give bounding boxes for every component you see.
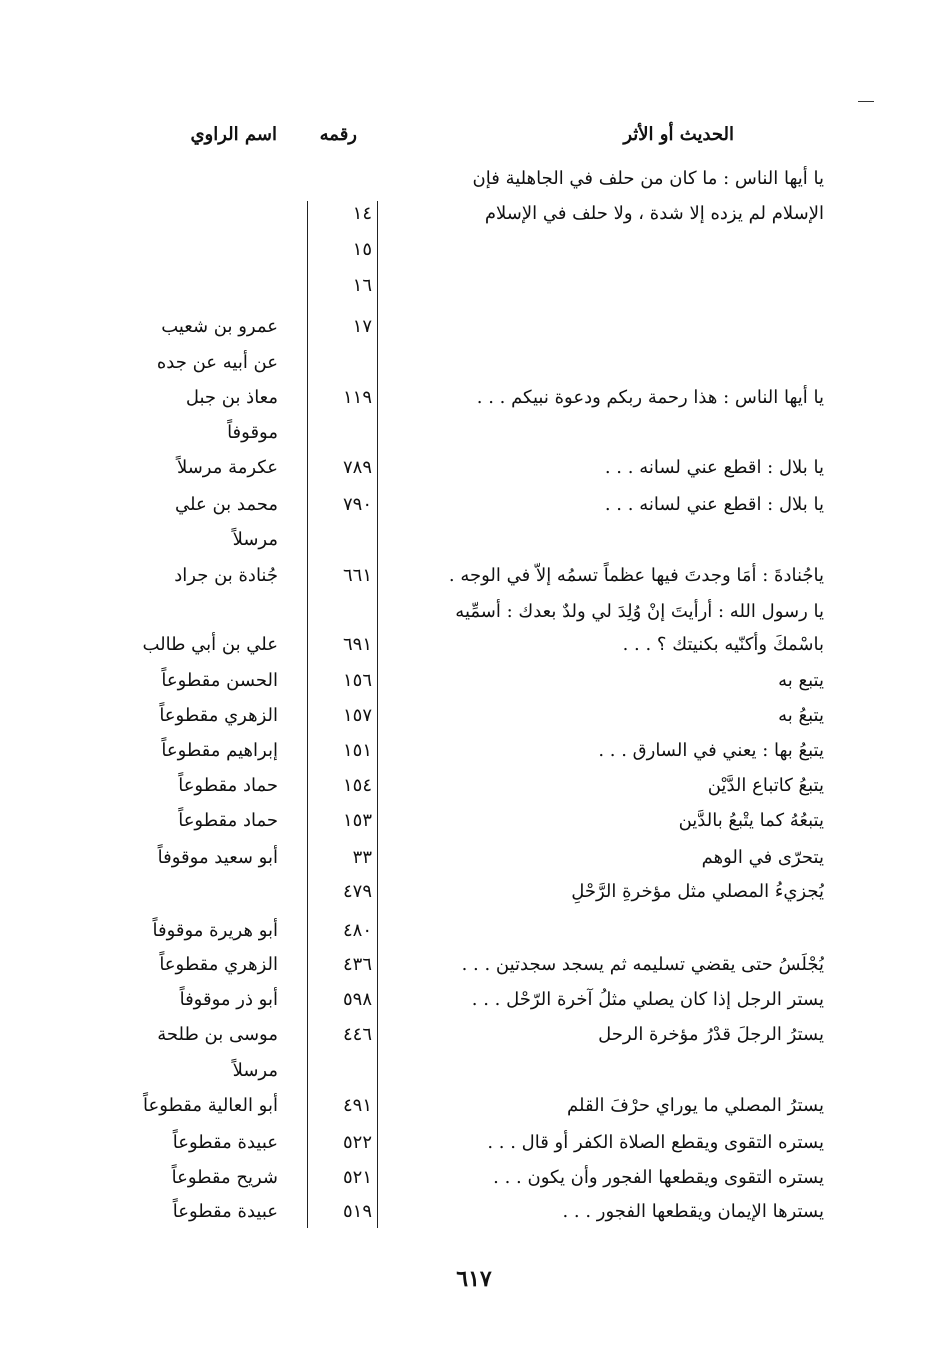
narrator-name: عن أبيه عن جده <box>156 352 278 373</box>
narrator-name <box>118 196 278 232</box>
hadith-text <box>394 232 824 268</box>
hadith-text: يسترُ الرجلَ قدْرُ مؤخرة الرحل <box>598 1024 824 1045</box>
narrator-name: عمرو بن شعيب <box>161 316 278 337</box>
narrator-name: إبراهيم مقطوعاً <box>161 740 278 761</box>
table-row <box>0 1053 948 1089</box>
page-number: ٦١٧ <box>456 1266 492 1292</box>
table-row <box>0 522 948 558</box>
table-row <box>0 345 948 381</box>
hadith-text: يُجْلَسُ حتى يقضي تسليمه ثم يسجد سجدتين . . . <box>461 954 824 975</box>
hadith-text: يتبعُ بها : يعني في السارق . . . <box>598 740 824 761</box>
table-row <box>0 733 948 769</box>
table-row <box>0 196 948 232</box>
table-row <box>0 913 948 949</box>
table-row <box>0 840 948 876</box>
table-row <box>0 768 948 804</box>
hadith-text <box>394 309 824 345</box>
narrator-name: موسى بن طلحة <box>157 1024 278 1045</box>
hadith-number: ٥١٩ <box>342 1201 372 1222</box>
hadith-text: يا أيها الناس : ما كان من حلف في الجاهلية فإن <box>472 168 824 189</box>
narrator-name: الزهري مقطوعاً <box>159 954 278 975</box>
narrator-name <box>118 268 278 304</box>
hadith-text: يتحرّى في الوهم <box>701 847 824 868</box>
narrator-name: عبيدة مقطوعاً <box>172 1201 278 1222</box>
table-row <box>0 232 948 268</box>
hadith-number: ١١٩ <box>342 387 372 408</box>
header-number: رقمه <box>319 124 357 145</box>
table-row <box>0 1125 948 1161</box>
hadith-number: ٣٣ <box>352 847 372 868</box>
table-row <box>0 450 948 486</box>
hadith-number <box>312 161 372 197</box>
hadith-text: الإسلام لم يزده إلا شدة ، ولا حلف في الإسلام <box>484 203 824 224</box>
hadith-number <box>312 415 372 451</box>
hadith-number: ١٥٦ <box>342 670 372 691</box>
narrator-name: أبو هريرة موقوفاً <box>152 920 278 941</box>
narrator-name: معاذ بن جبل <box>185 387 278 408</box>
hadith-text: يتبع به <box>778 670 824 691</box>
hadith-number: ٥٢١ <box>342 1167 372 1188</box>
narrator-name: عبيدة مقطوعاً <box>172 1132 278 1153</box>
hadith-text: ياجُنادةَ : أمَا وجدتَ فيها عظماً تسمُه إلاّ في الوجه . <box>448 565 824 586</box>
hadith-text <box>394 268 824 304</box>
narrator-name <box>118 874 278 910</box>
table-row <box>0 947 948 983</box>
hadith-number: ٤٣٦ <box>342 954 372 975</box>
hadith-text: يستره التقوى ويقطعها الفجور وأن يكون . . . <box>493 1167 824 1188</box>
hadith-number: ٤٨٠ <box>342 920 372 941</box>
narrator-name: الزهري مقطوعاً <box>159 705 278 726</box>
narrator-name: شريح مقطوعاً <box>171 1167 278 1188</box>
hadith-number: ١٥٤ <box>342 775 372 796</box>
narrator-name: أبو سعيد موقوفاً <box>157 847 278 868</box>
table-row <box>0 627 948 663</box>
narrator-name: جُنادة بن جراد <box>174 565 278 586</box>
hadith-text: يسترُ المصلي ما يوراي حرْفَ القلم <box>567 1095 824 1116</box>
table-row <box>0 487 948 523</box>
table-row <box>0 1088 948 1124</box>
hadith-text: باسْمكَ وأكنّيه بكنيتك ؟ . . . <box>622 634 824 655</box>
hadith-text: يتبعُ كاتباع الدَّيْن <box>707 775 824 796</box>
narrator-name: الحسن مقطوعاً <box>161 670 278 691</box>
narrator-name <box>118 594 278 630</box>
header-narrator: اسم الراوي <box>190 124 277 145</box>
hadith-number: ١٥٧ <box>342 705 372 726</box>
hadith-number: ٧٨٩ <box>342 457 372 478</box>
narrator-name: حماد مقطوعاً <box>178 775 278 796</box>
hadith-text <box>394 522 824 558</box>
hadith-number: ٤٧٩ <box>342 881 372 902</box>
table-row <box>0 268 948 304</box>
table-row <box>0 1017 948 1053</box>
table-row <box>0 698 948 734</box>
hadith-number <box>312 1053 372 1089</box>
hadith-text: يستر الرجل إذا كان يصلي مثلُ آخرة الرّحْل . . . <box>471 989 824 1010</box>
hadith-text <box>394 1053 824 1089</box>
table-row <box>0 594 948 630</box>
narrator-name: عكرمة مرسلاً <box>176 457 278 478</box>
hadith-number: ١٧ <box>352 316 372 337</box>
hadith-text <box>394 913 824 949</box>
hadith-text: يا رسول الله : أرأيتَ إنْ وُلِدَ لي ولدٌ بعدك : أسمِّيه <box>455 601 824 622</box>
table-row <box>0 982 948 1018</box>
hadith-number: ١٥١ <box>342 740 372 761</box>
hadith-number: ٦٦١ <box>342 565 372 586</box>
hadith-number: ١٦ <box>352 275 372 296</box>
hadith-text: يستره التقوى ويقطع الصلاة الكفر أو قال . . . <box>487 1132 824 1153</box>
narrator-name: محمد بن علي <box>175 494 278 515</box>
hadith-number: ٧٩٠ <box>342 494 372 515</box>
hadith-text: يتبعُ به <box>778 705 824 726</box>
hadith-text: يا بلال : اقطع عني لسانه . . . <box>604 494 824 515</box>
narrator-name: مرسلاً <box>232 1060 278 1081</box>
hadith-text <box>394 415 824 451</box>
table-row <box>0 558 948 594</box>
table-row <box>0 663 948 699</box>
narrator-name: أبو ذر موقوفاً <box>179 989 278 1010</box>
table-row <box>0 803 948 839</box>
hadith-number <box>312 345 372 381</box>
narrator-name: حماد مقطوعاً <box>178 810 278 831</box>
hadith-text: يُجزيءُ المصلي مثل مؤخرةِ الرَّحْلِ <box>571 881 824 902</box>
hadith-number <box>312 522 372 558</box>
hadith-number: ٦٩١ <box>342 634 372 655</box>
hadith-text: يا بلال : اقطع عني لسانه . . . <box>604 457 824 478</box>
narrator-name: أبو العالية مقطوعاً <box>142 1095 278 1116</box>
table-row <box>0 415 948 451</box>
hadith-text: يا أيها الناس : هذا رحمة ربكم ودعوة نبيكم . . . <box>476 387 824 408</box>
table-row <box>0 1194 948 1230</box>
narrator-name: مرسلاً <box>232 529 278 550</box>
narrator-name: علي بن أبي طالب <box>142 634 278 655</box>
hadith-text: يتبعُهُ كما يتْبعُ بالدَّين <box>678 810 824 831</box>
hadith-number: ٤٩١ <box>342 1095 372 1116</box>
table-row <box>0 1160 948 1196</box>
narrator-name <box>118 161 278 197</box>
table-row <box>0 161 948 197</box>
hadith-number: ١٥٣ <box>342 810 372 831</box>
hadith-number: ٤٤٦ <box>342 1024 372 1045</box>
hadith-number: ٥٩٨ <box>342 989 372 1010</box>
hadith-text <box>394 345 824 381</box>
hadith-number <box>312 594 372 630</box>
hadith-number: ١٥ <box>352 239 372 260</box>
table-row <box>0 874 948 910</box>
hadith-number: ٥٢٢ <box>342 1132 372 1153</box>
hadith-number: ١٤ <box>352 203 372 224</box>
header-hadith: الحديث أو الأثر <box>623 124 734 145</box>
table-row <box>0 380 948 416</box>
narrator-name <box>118 232 278 268</box>
narrator-name: موقوفاً <box>227 422 278 443</box>
table-row <box>0 309 948 345</box>
hadith-text: يسترها الإيمان ويقطعها الفجور . . . <box>562 1201 824 1222</box>
